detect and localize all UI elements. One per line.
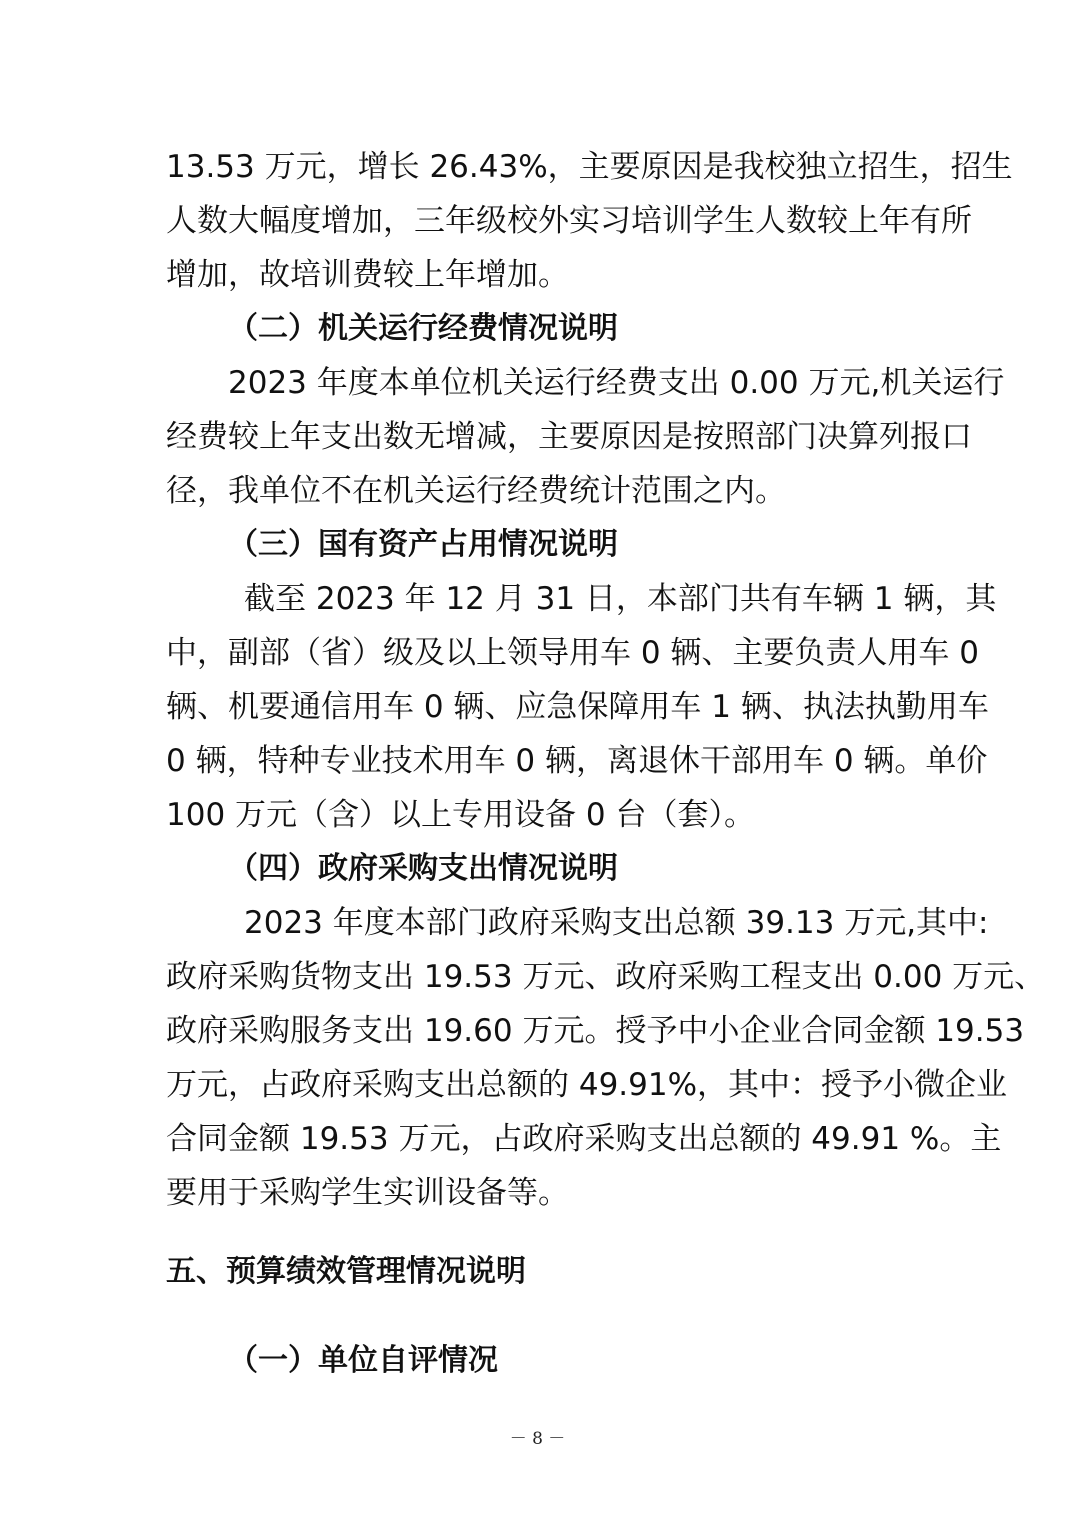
paragraph-procurement bbox=[166, 896, 1046, 1220]
text-line: 政府采购服务支出 19.60 万元。授予中小企业合同金额 19.53 bbox=[166, 1013, 1025, 1049]
text-line: 增加，故培训费较上年增加。 bbox=[166, 257, 569, 293]
text-line: 0 辆，特种专业技术用车 0 辆，离退休干部用车 0 辆。单价 bbox=[166, 743, 988, 779]
paragraph-operating-funds bbox=[166, 356, 1005, 518]
paragraph-state-assets bbox=[166, 572, 997, 842]
text-line: 径，我单位不在机关运行经费统计范围之内。 bbox=[166, 473, 786, 509]
text-line: 人数大幅度增加，三年级校外实习培训学生人数较上年有所 bbox=[166, 203, 972, 239]
section-heading-self-evaluation: （一）单位自评情况 bbox=[228, 1343, 498, 1378]
text-line: 政府采购货物支出 19.53 万元、政府采购工程支出 0.00 万元、 bbox=[166, 959, 1046, 995]
section-heading-state-assets: （三）国有资产占用情况说明 bbox=[228, 527, 618, 562]
text-line: 2023 年度本单位机关运行经费支出 0.00 万元,机关运行 bbox=[228, 365, 1005, 401]
section-heading-procurement: （四）政府采购支出情况说明 bbox=[228, 851, 618, 886]
page-content bbox=[166, 140, 1046, 1388]
text-line: 合同金额 19.53 万元，占政府采购支出总额的 49.91 %。主 bbox=[166, 1121, 1002, 1157]
text-line: 要用于采购学生实训设备等。 bbox=[166, 1175, 569, 1211]
section-heading-operating-funds: （二）机关运行经费情况说明 bbox=[228, 311, 618, 346]
paragraph-training-fee bbox=[166, 140, 1013, 302]
text-line: 万元，占政府采购支出总额的 49.91%，其中：授予小微企业 bbox=[166, 1067, 1008, 1103]
page-number: － 8 － bbox=[509, 1429, 566, 1449]
text-line: 2023 年度本部门政府采购支出总额 39.13 万元,其中: bbox=[244, 905, 989, 941]
text-line: 辆、机要通信用车 0 辆、应急保障用车 1 辆、执法执勤用车 bbox=[166, 689, 989, 725]
chapter-heading-performance: 五、预算绩效管理情况说明 bbox=[166, 1254, 526, 1289]
text-line: 中，副部（省）级及以上领导用车 0 辆、主要负责人用车 0 bbox=[166, 635, 980, 671]
text-line: 13.53 万元，增长 26.43%，主要原因是我校独立招生，招生 bbox=[166, 149, 1013, 185]
text-line: 100 万元（含）以上专用设备 0 台（套）。 bbox=[166, 797, 755, 833]
text-line: 经费较上年支出数无增减，主要原因是按照部门决算列报口 bbox=[166, 419, 972, 455]
text-line: 截至 2023 年 12 月 31 日，本部门共有车辆 1 辆，其 bbox=[244, 581, 997, 617]
